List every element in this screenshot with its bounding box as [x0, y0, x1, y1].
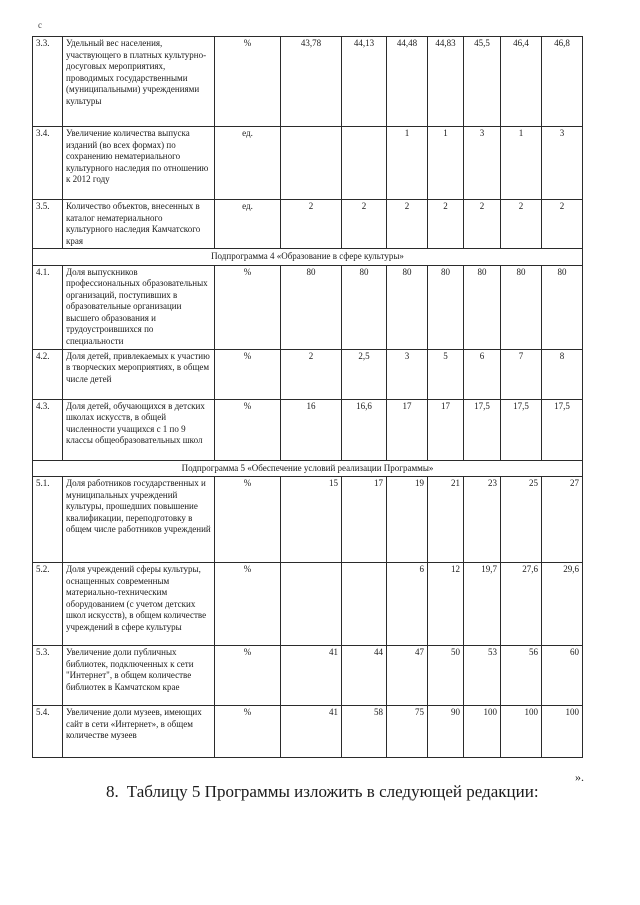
- unit-cell: %: [215, 265, 281, 349]
- value-cell: 3: [387, 349, 428, 399]
- value-cell: [281, 563, 342, 646]
- value-cell: 60: [542, 646, 583, 706]
- table-row: [33, 349, 583, 399]
- value-cell: 41: [281, 706, 342, 758]
- value-cell: 80: [281, 265, 342, 349]
- value-cell: 50: [428, 646, 464, 706]
- row-number: 3.5.: [33, 200, 63, 249]
- table-row: [33, 477, 583, 563]
- rows-a: [33, 37, 583, 249]
- value-cell: 16,6: [342, 399, 387, 460]
- indicator-name: Увеличение доли публичных библиотек, подключенных к сети "Интернет", в общем количестве библиотек в Камчатском крае: [63, 646, 215, 706]
- value-cell: 17: [428, 399, 464, 460]
- value-cell: 3: [542, 127, 583, 200]
- value-cell: 44,48: [387, 37, 428, 127]
- value-cell: 5: [428, 349, 464, 399]
- unit-cell: %: [215, 477, 281, 563]
- value-cell: 100: [542, 706, 583, 758]
- value-cell: 12: [428, 563, 464, 646]
- value-cell: 2: [428, 200, 464, 249]
- unit-cell: ед.: [215, 200, 281, 249]
- value-cell: 80: [501, 265, 542, 349]
- subprogram-5-row: [33, 460, 583, 477]
- value-cell: 80: [387, 265, 428, 349]
- value-cell: 17,5: [501, 399, 542, 460]
- value-cell: 80: [428, 265, 464, 349]
- value-cell: 90: [428, 706, 464, 758]
- value-cell: 17: [342, 477, 387, 563]
- table-row: [33, 563, 583, 646]
- value-cell: 19,7: [464, 563, 501, 646]
- value-cell: 46,8: [542, 37, 583, 127]
- row-number: 4.2.: [33, 349, 63, 399]
- value-cell: 7: [501, 349, 542, 399]
- row-number: 3.3.: [33, 37, 63, 127]
- value-cell: 56: [501, 646, 542, 706]
- table-row: [33, 200, 583, 249]
- unit-cell: %: [215, 349, 281, 399]
- value-cell: 27: [542, 477, 583, 563]
- value-cell: 17,5: [542, 399, 583, 460]
- value-cell: 3: [464, 127, 501, 200]
- table-row: [33, 265, 583, 349]
- value-cell: 100: [501, 706, 542, 758]
- unit-cell: ед.: [215, 127, 281, 200]
- row-number: 5.2.: [33, 563, 63, 646]
- row-number: 5.4.: [33, 706, 63, 758]
- unit-cell: %: [215, 706, 281, 758]
- instruction-text: Таблицу 5 Программы изложить в следующей редакции:: [126, 782, 539, 801]
- indicator-name: Доля детей, обучающихся в детских школах искусств, в общей численности учащихся с 1 по 9 классы общеобразовательных школ: [63, 399, 215, 460]
- value-cell: 6: [387, 563, 428, 646]
- value-cell: 2: [281, 349, 342, 399]
- value-cell: 44,83: [428, 37, 464, 127]
- rows-c: [33, 477, 583, 758]
- value-cell: 44,13: [342, 37, 387, 127]
- indicator-name: Доля детей, привлекаемых к участию в творческих мероприятиях, в общем числе детей: [63, 349, 215, 399]
- value-cell: 80: [342, 265, 387, 349]
- unit-cell: %: [215, 37, 281, 127]
- value-cell: 58: [342, 706, 387, 758]
- value-cell: 19: [387, 477, 428, 563]
- value-cell: [342, 127, 387, 200]
- row-number: 3.4.: [33, 127, 63, 200]
- table-row: [33, 37, 583, 127]
- value-cell: 6: [464, 349, 501, 399]
- table-row: [33, 399, 583, 460]
- value-cell: 53: [464, 646, 501, 706]
- indicator-name: Количество объектов, внесенных в каталог нематериального культурного наследия Камчатского края: [63, 200, 215, 249]
- value-cell: 80: [542, 265, 583, 349]
- value-cell: 45,5: [464, 37, 501, 127]
- value-cell: 46,4: [501, 37, 542, 127]
- indicator-name: Удельный вес населения, участвующего в платных культурно-досуговых мероприятиях, проводимых государственными (муниципальными) учреждениями культуры: [63, 37, 215, 127]
- closing-quote: ».: [575, 770, 584, 784]
- instruction-number: 8.: [106, 782, 119, 801]
- row-number: 5.1.: [33, 477, 63, 563]
- value-cell: 1: [428, 127, 464, 200]
- value-cell: 2: [464, 200, 501, 249]
- value-cell: 15: [281, 477, 342, 563]
- row-number: 4.1.: [33, 265, 63, 349]
- unit-cell: %: [215, 399, 281, 460]
- unit-cell: %: [215, 563, 281, 646]
- page-mark: c: [38, 20, 42, 30]
- value-cell: 25: [501, 477, 542, 563]
- table-row: [33, 646, 583, 706]
- indicator-name: Доля работников государственных и муниципальных учреждений культуры, прошедших повышение квалификации, переподготовку в общем числе работников учреждений: [63, 477, 215, 563]
- indicator-name: Увеличение доли музеев, имеющих сайт в сети «Интернет», в общем количестве музеев: [63, 706, 215, 758]
- value-cell: 44: [342, 646, 387, 706]
- value-cell: 2: [281, 200, 342, 249]
- value-cell: 80: [464, 265, 501, 349]
- value-cell: 2: [542, 200, 583, 249]
- value-cell: 1: [387, 127, 428, 200]
- value-cell: 43,78: [281, 37, 342, 127]
- unit-cell: %: [215, 646, 281, 706]
- value-cell: 16: [281, 399, 342, 460]
- value-cell: 17: [387, 399, 428, 460]
- value-cell: [342, 563, 387, 646]
- value-cell: 2: [342, 200, 387, 249]
- row-number: 4.3.: [33, 399, 63, 460]
- value-cell: 21: [428, 477, 464, 563]
- table-row: [33, 706, 583, 758]
- rows-b: [33, 265, 583, 460]
- value-cell: 29,6: [542, 563, 583, 646]
- value-cell: 100: [464, 706, 501, 758]
- subprogram-4-title: Подпрограмма 4 «Образование в сфере культуры»: [33, 249, 583, 266]
- instruction-paragraph: [106, 782, 539, 802]
- subprogram-4-row: [33, 249, 583, 266]
- value-cell: 75: [387, 706, 428, 758]
- value-cell: 2,5: [342, 349, 387, 399]
- indicators-table: [32, 36, 583, 758]
- indicator-name: Увеличение количества выпуска изданий (во всех формах) по сохранению нематериального культурного наследия по отношению к 2012 году: [63, 127, 215, 200]
- value-cell: 2: [501, 200, 542, 249]
- value-cell: 2: [387, 200, 428, 249]
- indicator-name: Доля выпускников профессиональных образовательных организаций, поступивших в образовательные организации высшего образования и трудоустроившихся по специальности: [63, 265, 215, 349]
- value-cell: 17,5: [464, 399, 501, 460]
- indicator-name: Доля учреждений сферы культуры, оснащенных современным материально-техническим оборудованием (с учетом детских школ искусств), в общем количестве учреждений в сфере культуры: [63, 563, 215, 646]
- value-cell: 47: [387, 646, 428, 706]
- value-cell: 8: [542, 349, 583, 399]
- value-cell: 23: [464, 477, 501, 563]
- value-cell: 27,6: [501, 563, 542, 646]
- value-cell: [281, 127, 342, 200]
- value-cell: 41: [281, 646, 342, 706]
- value-cell: 1: [501, 127, 542, 200]
- row-number: 5.3.: [33, 646, 63, 706]
- subprogram-5-title: Подпрограмма 5 «Обеспечение условий реализации Программы»: [33, 460, 583, 477]
- table-row: [33, 127, 583, 200]
